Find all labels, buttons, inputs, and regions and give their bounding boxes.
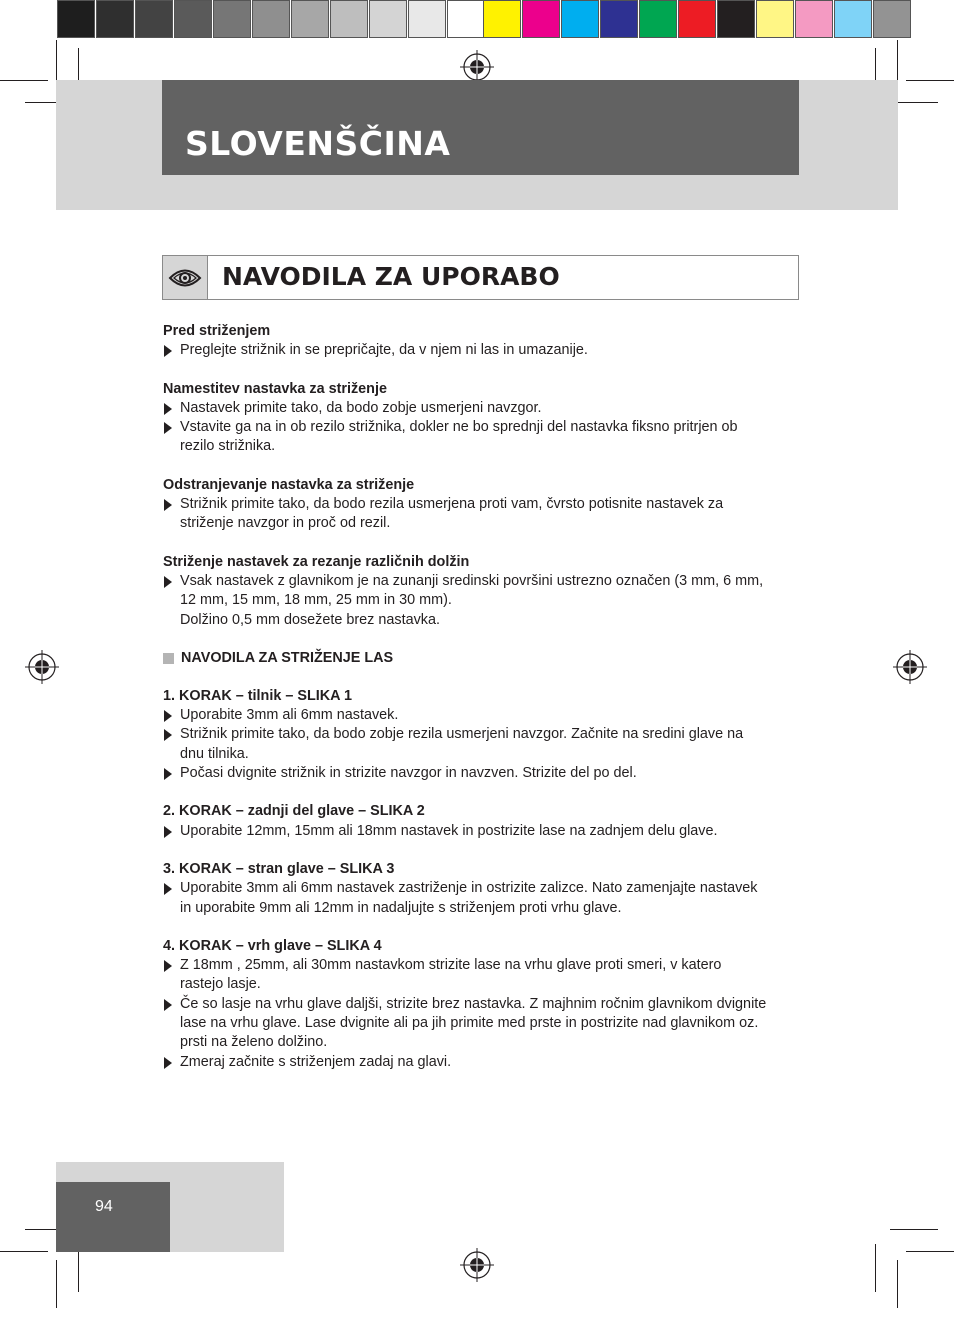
crop-mark — [0, 80, 48, 81]
bullet-list — [163, 495, 803, 534]
crop-mark — [890, 1229, 938, 1230]
triangle-bullet-icon — [164, 499, 172, 511]
main-content — [163, 322, 803, 1072]
section-block — [163, 322, 803, 361]
page-title: SLOVENŠČINA — [185, 124, 451, 163]
triangle-bullet-icon — [164, 710, 172, 722]
color-swatch — [408, 0, 446, 38]
color-swatch-bar — [483, 0, 912, 38]
color-swatch — [873, 0, 911, 38]
bullet-list — [163, 341, 803, 360]
crop-mark — [897, 1260, 898, 1308]
list-item — [163, 341, 803, 360]
color-swatch — [330, 0, 368, 38]
section-heading: Namestitev nastavka za striženje — [163, 380, 387, 397]
subsection-header — [163, 649, 803, 668]
list-item-text: rastejo lasje. — [180, 976, 261, 993]
list-item-text: dnu tilnika. — [180, 745, 249, 762]
bullet-list — [163, 399, 803, 457]
color-swatch — [174, 0, 212, 38]
color-swatch — [756, 0, 794, 38]
color-swatch — [717, 0, 755, 38]
subsection-title: NAVODILA ZA STRIŽENJE LAS — [181, 649, 394, 666]
eye-icon-box — [163, 256, 208, 299]
step-block — [163, 860, 803, 918]
step-heading: 2. KORAK – zadnji del glave – SLIKA 2 — [163, 803, 425, 820]
bullet-list — [163, 956, 803, 1072]
registration-mark-icon — [25, 650, 59, 684]
triangle-bullet-icon — [164, 883, 172, 895]
color-swatch — [483, 0, 521, 38]
color-swatch — [795, 0, 833, 38]
instruction-blocks — [163, 322, 803, 630]
color-swatch — [369, 0, 407, 38]
color-swatch — [522, 0, 560, 38]
color-swatch — [252, 0, 290, 38]
triangle-bullet-icon — [164, 960, 172, 972]
color-swatch — [678, 0, 716, 38]
list-item — [163, 1053, 803, 1072]
color-swatch — [639, 0, 677, 38]
list-item — [163, 495, 803, 534]
registration-mark-icon — [460, 1248, 494, 1282]
color-swatch — [57, 0, 95, 38]
list-item-text: Uporabite 3mm ali 6mm nastavek zastriženje in ostrizite zalizce. Nato zamenjajte nastavek — [180, 880, 758, 897]
list-item-text: lase na vrhu glave. Lase dvignite ali pa jih primite med prste in postrizite nad glavnikom oz. — [180, 1015, 759, 1032]
color-swatch — [600, 0, 638, 38]
registration-mark-icon — [460, 50, 494, 84]
registration-mark-icon — [893, 650, 927, 684]
list-item-text: Z 18mm , 25mm, ali 30mm nastavkom strizite lase na vrhu glave proti smeri, v katero — [180, 957, 722, 974]
list-item-text: Strižnik primite tako, da bodo zobje rezila usmerjeni navzgor. Začnite na sredini glave na — [180, 726, 744, 743]
color-swatch — [561, 0, 599, 38]
crop-mark — [875, 1244, 876, 1292]
crop-mark — [906, 80, 954, 81]
list-item-text: 12 mm, 15 mm, 18 mm, 25 mm in 30 mm). — [180, 592, 452, 609]
section-block — [163, 553, 803, 630]
list-item — [163, 956, 803, 995]
list-item-text: prsti na želeno dolžino. — [180, 1034, 328, 1051]
list-item — [163, 418, 803, 457]
bullet-list — [163, 879, 803, 918]
list-item-text: rezilo strižnika. — [180, 438, 276, 455]
color-swatch — [291, 0, 329, 38]
steps-list — [163, 687, 803, 1072]
step-block — [163, 802, 803, 841]
section-heading: Pred striženjem — [163, 323, 271, 339]
list-item-text: Uporabite 3mm ali 6mm nastavek. — [180, 707, 399, 724]
bullet-list — [163, 572, 803, 630]
section-heading: Odstranjevanje nastavka za striženje — [163, 476, 415, 493]
triangle-bullet-icon — [164, 999, 172, 1011]
grayscale-swatch-bar — [57, 0, 486, 38]
section-heading: Striženje nastavek za rezanje različnih dolžin — [163, 553, 470, 570]
list-item — [163, 725, 803, 764]
list-item-text: Če so lasje na vrhu glave daljši, strizite brez nastavka. Z majhnim ročnim glavnikom dvignite — [180, 995, 767, 1012]
list-item — [163, 572, 803, 630]
eye-icon — [168, 267, 202, 289]
section-block — [163, 380, 803, 457]
step-block — [163, 937, 803, 1072]
triangle-bullet-icon — [164, 1057, 172, 1069]
step-heading: 4. KORAK – vrh glave – SLIKA 4 — [163, 937, 382, 954]
crop-mark — [56, 1260, 57, 1308]
color-swatch — [447, 0, 485, 38]
list-item-text: Dolžino 0,5 mm dosežete brez nastavka. — [180, 611, 440, 628]
triangle-bullet-icon — [164, 422, 172, 434]
triangle-bullet-icon — [164, 768, 172, 780]
triangle-bullet-icon — [164, 576, 172, 588]
list-item-text: Strižnik primite tako, da bodo rezila usmerjena proti vam, čvrsto potisnite nastavek za — [180, 496, 724, 513]
crop-mark — [0, 1251, 48, 1252]
page-number-box — [56, 1182, 170, 1252]
triangle-bullet-icon — [164, 826, 172, 838]
list-item — [163, 706, 803, 725]
bullet-list — [163, 822, 803, 841]
list-item-text: Vsak nastavek z glavnikom je na zunanji sredinski površini ustrezno označen (3 mm, 6 mm, — [180, 572, 764, 589]
list-item — [163, 879, 803, 918]
list-item-text: Uporabite 12mm, 15mm ali 18mm nastavek in postrizite lase na zadnjem delu glave. — [180, 822, 718, 839]
color-swatch — [135, 0, 173, 38]
triangle-bullet-icon — [164, 345, 172, 357]
triangle-bullet-icon — [164, 729, 172, 741]
list-item-text: Nastavek primite tako, da bodo zobje usmerjeni navzgor. — [180, 399, 542, 416]
color-swatch — [96, 0, 134, 38]
list-item-text: striženje navzgor in proč od rezil. — [180, 515, 391, 532]
step-heading: 1. KORAK – tilnik – SLIKA 1 — [163, 687, 352, 704]
step-block — [163, 687, 803, 783]
step-heading: 3. KORAK – stran glave – SLIKA 3 — [163, 860, 395, 877]
square-bullet-icon — [163, 653, 174, 664]
list-item-text: in uporabite 9mm ali 12mm in nadaljujte s striženjem proti vrhu glave. — [180, 899, 622, 916]
list-item-text: Zmeraj začnite s striženjem zadaj na glavi. — [180, 1053, 452, 1070]
color-swatch — [213, 0, 251, 38]
bullet-list — [163, 706, 803, 783]
list-item — [163, 399, 803, 418]
list-item-text: Preglejte strižnik in se prepričajte, da v njem ni las in umazanije. — [180, 342, 588, 359]
list-item-text: Počasi dvignite strižnik in strizite navzgor in navzven. Strizite del po del. — [180, 765, 637, 782]
section-header — [162, 255, 799, 300]
list-item — [163, 822, 803, 841]
color-swatch — [834, 0, 872, 38]
crop-mark — [906, 1251, 954, 1252]
list-item — [163, 995, 803, 1053]
section-block — [163, 476, 803, 534]
list-item-text: Vstavite ga na in ob rezilo strižnika, dokler ne bo sprednji del nastavka fiksno pritrjen ob — [180, 419, 738, 436]
section-title: NAVODILA ZA UPORABO — [222, 262, 560, 291]
list-item — [163, 764, 803, 783]
page-number: 94 — [95, 1198, 113, 1215]
triangle-bullet-icon — [164, 403, 172, 415]
